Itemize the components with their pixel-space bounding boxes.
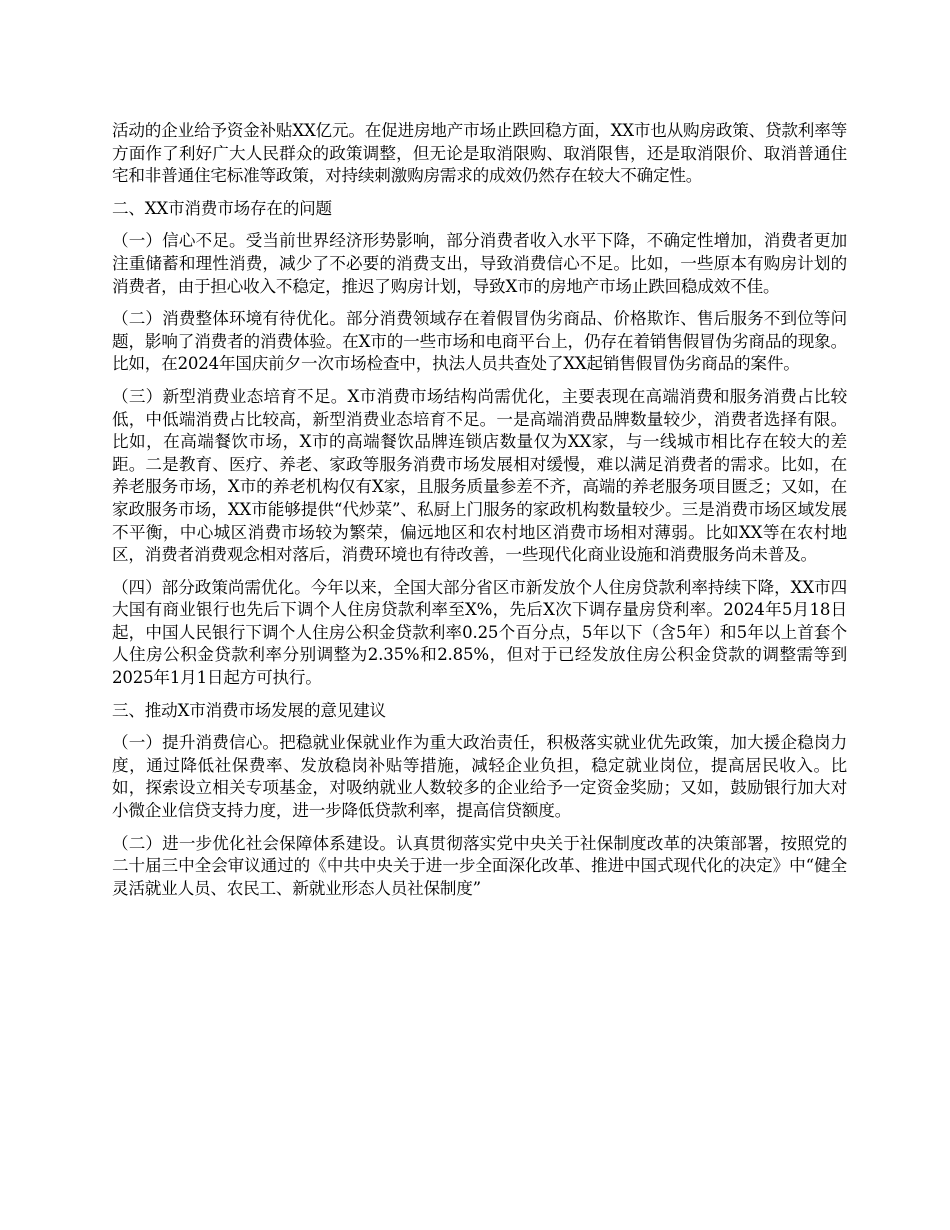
paragraph-social-security: （二）进一步优化社会保障体系建设。认真贯彻落实党中央关于社保制度改革的决策部署，按照党的二十届三中全会审议通过的《中共中央关于进一步全面深化改革、推进中国式现代化的决定》中“健全灵活就业人员、农民工、新就业形态人员社保制度” — [112, 833, 847, 898]
paragraph-policy: （四）部分政策尚需优化。今年以来，全国大部分省区市新发放个人住房贷款利率持续下降，XX市四大国有商业银行也先后下调个人住房贷款利率至X%，先后X次下调存量房贷利率。2024年5月18日起，中国人民银行下调个人住房公积金贷款利率0.25个百分点，5年以下（含5年）和5年以上首套个人住房公积金贷款利率分别调整为2.35%和2.85%，但对于已经发放住房公积金贷款的调整需等到2025年1月1日起方可执行。 — [112, 577, 847, 688]
paragraph-confidence: （一）信心不足。受当前世界经济形势影响，部分消费者收入水平下降，不确定性增加，消费者更加注重储蓄和理性消费，减少了不必要的消费支出，导致消费信心不足。比如，一些原本有购房计划的消费者，由于担心收入不稳定，推迟了购房计划，导致X市的房地产市场止跌回稳成效不佳。 — [112, 231, 847, 296]
paragraph-subsidy-housing: 活动的企业给予资金补贴XX亿元。在促进房地产市场止跌回稳方面，XX市也从购房政策、贷款利率等方面作了利好广大人民群众的政策调整，但无论是取消限购、取消限售，还是取消限价、取消普通住宅和非普通住宅标准等政策，对持续刺激购房需求的成效仍然存在较大不确定性。 — [112, 121, 847, 186]
paragraph-boost-confidence: （一）提升消费信心。把稳就业保就业作为重大政治责任，积极落实就业优先政策，加大援企稳岗力度，通过降低社保费率、发放稳岗补贴等措施，减轻企业负担，稳定就业岗位，提高居民收入。比如，探索设立相关专项基金，对吸纳就业人数较多的企业给予一定资金奖励；又如，鼓励银行加大对小微企业信贷支持力度，进一步降低贷款利率，提高信贷额度。 — [112, 733, 847, 821]
section-heading-suggestions: 三、推动X市消费市场发展的意见建议 — [112, 700, 386, 720]
section-heading-problems: 二、XX市消费市场存在的问题 — [112, 198, 332, 218]
document-body — [112, 120, 847, 910]
paragraph-environment: （二）消费整体环境有待优化。部分消费领域存在着假冒伪劣商品、价格欺诈、售后服务不到位等问题，影响了消费者的消费体验。在X市的一些市场和电商平台上，仍存在着销售假冒伪劣商品的现象。比如，在2024年国庆前夕一次市场检查中，执法人员共查处了XX起销售假冒伪劣商品的案件。 — [112, 309, 847, 374]
paragraph-new-formats: （三）新型消费业态培育不足。X市消费市场结构尚需优化，主要表现在高端消费和服务消费占比较低，中低端消费占比较高，新型消费业态培育不足。一是高端消费品牌数量较少，消费者选择有限。比如，在高端餐饮市场，X市的高端餐饮品牌连锁店数量仅为XX家，与一线城市相比存在较大的差距。二是教育、医疗、养老、家政等服务消费市场发展相对缓慢，难以满足消费者的需求。比如，在养老服务市场，X市的养老机构仅有X家，且服务质量参差不齐，高端的养老服务项目匮乏；又如，在家政服务市场，XX市能够提供“代炒菜”、私厨上门服务的家政机构数量较少。三是消费市场区域发展不平衡，中心城区消费市场较为繁荣，偏远地区和农村地区消费市场相对薄弱。比如XX等在农村地区，消费者消费观念相对落后，消费环境也有待改善，一些现代化商业设施和消费服务尚未普及。 — [112, 386, 847, 565]
